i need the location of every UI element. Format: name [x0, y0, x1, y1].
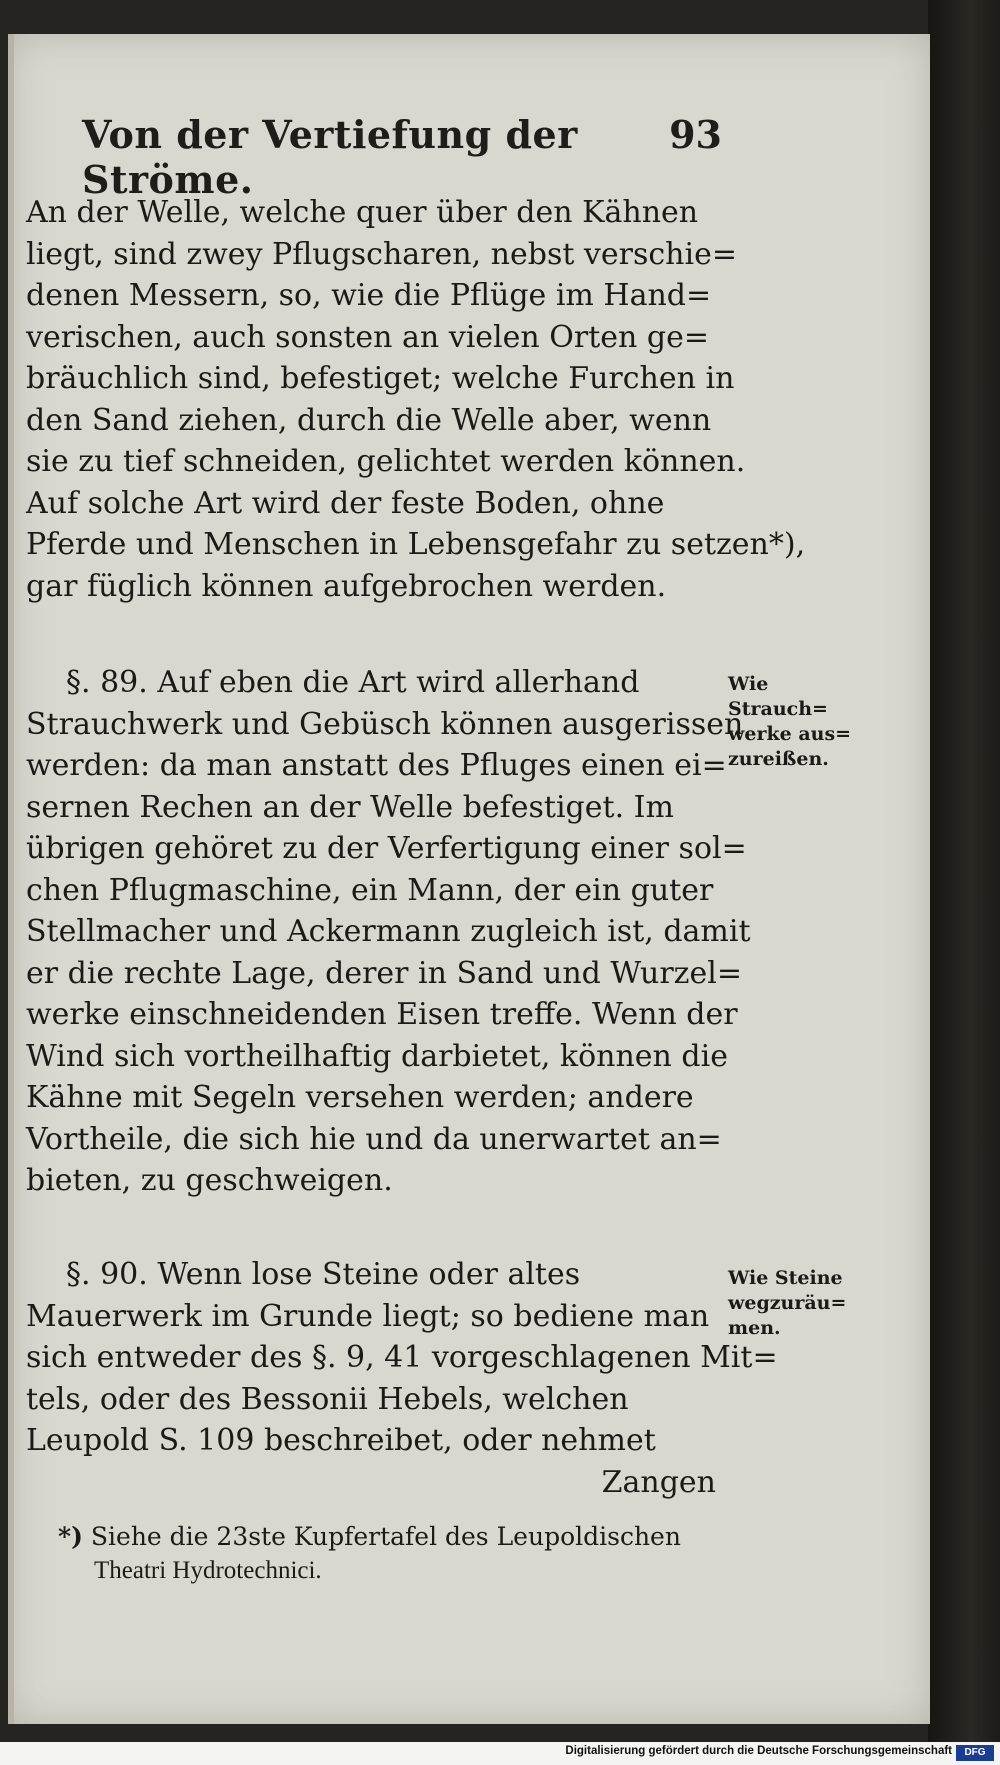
text-line: An der Welle, welche quer über den Kähnen [26, 195, 699, 230]
text-line: sich entweder des §. 9, 41 vorgeschlagenen Mit= [26, 1340, 778, 1375]
footnote-line: Theatri Hydrotechnici. [94, 1557, 322, 1584]
margin-note-line: Wie Steine [728, 1267, 843, 1289]
margin-note-line: zureißen. [728, 748, 829, 770]
text-line: Wind sich vortheilhaftig darbietet, können die [26, 1038, 728, 1074]
page-number: 93 [669, 112, 722, 157]
margin-note-line: Strauch= [728, 698, 828, 720]
page-header [82, 112, 722, 202]
catchword: Zangen [601, 1464, 716, 1500]
text-line: Stellmacher und Ackermann zugleich ist, damit [26, 914, 751, 949]
footnote-text: Siehe die 23ste Kupfertafel des Leupoldischen [90, 1522, 681, 1551]
dfg-logo: DFG [956, 1745, 994, 1761]
text-line: tels, oder des Bessonii Hebels, welchen [26, 1381, 629, 1417]
text-line: Pferde und Menschen in Lebensgefahr zu setzen*), [26, 527, 806, 562]
text-line: bräuchlich sind, befestiget; welche Furchen in [26, 361, 735, 396]
text-line: Auf solche Art wird der feste Boden, ohne [26, 485, 665, 521]
text-line: er die rechte Lage, derer in Sand und Wurzel= [26, 955, 742, 991]
margin-note-strauchwerk [728, 672, 878, 772]
section-heading-line: §. 89. Auf eben die Art wird allerhand [66, 665, 640, 700]
section-heading-line: §. 90. Wenn lose Steine oder altes [66, 1257, 581, 1292]
credit-text: Digitalisierung gefördert durch die Deutsche Forschungsgemeinschaft [565, 1745, 952, 1757]
text-line: Leupold S. 109 beschreibet, oder nehmet [26, 1423, 656, 1458]
page-edge [8, 34, 14, 1724]
margin-note-line: wegzuräu= [728, 1292, 847, 1314]
credit-bar [0, 1742, 1000, 1765]
text-line: sernen Rechen an der Welle befestiget. Im [26, 789, 674, 825]
margin-note-line: Wie [728, 673, 769, 695]
margin-note-line: men. [728, 1317, 781, 1339]
footnote-marker: *) [58, 1522, 83, 1551]
text-line: liegt, sind zwey Pflugscharen, nebst verschie= [26, 236, 737, 272]
text-line: sie zu tief schneiden, gelichtet werden können. [26, 444, 746, 479]
footnote-line [58, 1520, 718, 1554]
text-line: Strauchwerk und Gebüsch können ausgerissen [26, 706, 744, 742]
text-line: Vortheile, die sich hie und da unerwartet an= [26, 1121, 722, 1157]
running-title: Von der Vertiefung der Ströme. [82, 112, 578, 202]
text-line: übrigen gehöret zu der Verfertigung einer sol= [26, 831, 747, 866]
text-line: bieten, zu geschweigen. [26, 1163, 393, 1198]
margin-note-line: werke aus= [728, 723, 852, 745]
text-line: werke einschneidenden Eisen treffe. Wenn der [26, 997, 738, 1032]
scan-border-right [928, 0, 1000, 1765]
text-line: chen Pflugmaschine, ein Mann, der ein guter [26, 872, 714, 908]
text-line: Kähne mit Segeln versehen werden; andere [26, 1080, 694, 1115]
paragraph-1 [26, 192, 806, 607]
text-line: gar füglich können aufgebrochen werden. [26, 568, 667, 604]
text-line: werden: da man anstatt des Pfluges einen ei= [26, 748, 727, 783]
footnote [58, 1520, 718, 1588]
text-line: Mauerwerk im Grunde liegt; so bediene man [26, 1298, 710, 1334]
margin-note-steine [728, 1266, 878, 1341]
text-line: den Sand ziehen, durch die Welle aber, wenn [26, 402, 712, 438]
text-line: verischen, auch sonsten an vielen Orten ge= [26, 319, 709, 355]
text-line: denen Messern, so, wie die Pflüge im Hand= [26, 278, 712, 313]
